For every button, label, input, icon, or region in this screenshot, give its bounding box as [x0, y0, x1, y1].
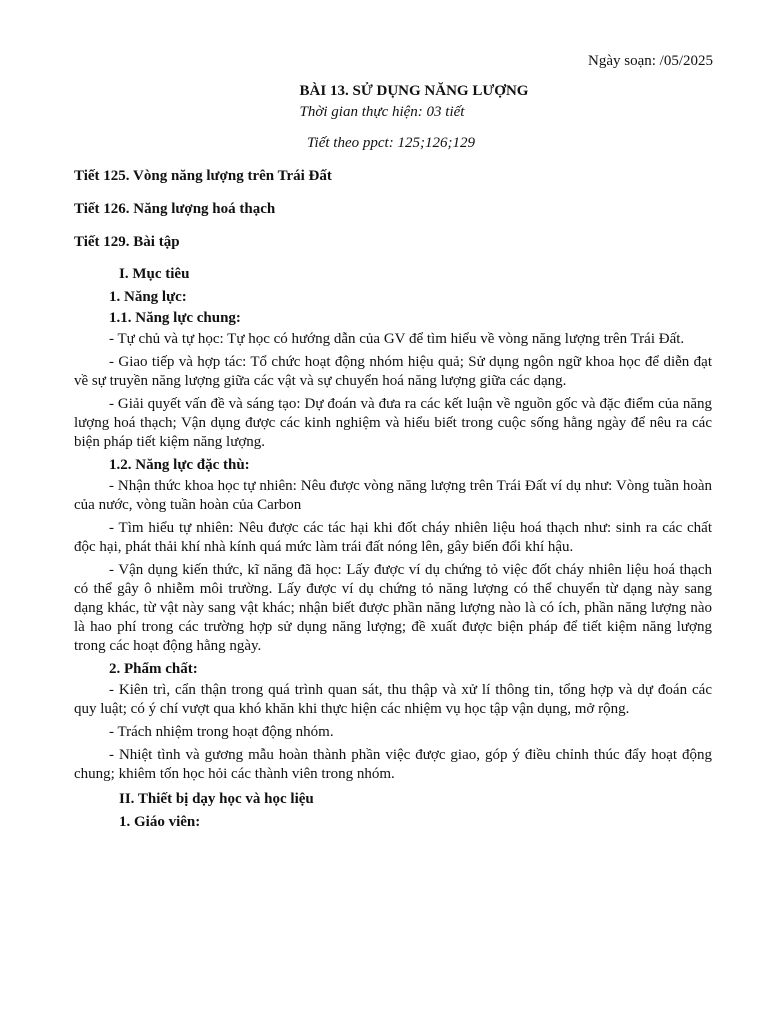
lesson-body: [74, 265, 712, 836]
general-item: - Tự chủ và tự học: Tự học có hướng dẫn của GV để tìm hiểu về vòng năng lượng trên Trái Đất.: [109, 331, 685, 347]
qualities-item: - Kiên trì, cẩn thận trong quá trình quan sát, thu thập và xử lí thông tin, tổng hợp và dự đoán các quy luật; có ý chí vượt qua khó khăn khi thực hiện các nhiệm vụ học tập vận dụng, mở rộng.: [74, 682, 712, 717]
lesson-title: BÀI 13. SỬ DỤNG NĂNG LƯỢNG: [299, 83, 529, 99]
specific-competence-heading: 1.2. Năng lực đặc thù:: [109, 457, 250, 473]
prep-date: Ngày soạn: /05/2025: [588, 53, 713, 69]
specific-item: - Nhận thức khoa học tự nhiên: Nêu được vòng năng lượng trên Trái Đất ví dụ như: Vòng tuần hoàn của nước, vòng tuần hoàn của Carbon: [74, 478, 712, 513]
general-item: - Giao tiếp và hợp tác: Tổ chức hoạt động nhóm hiệu quả; Sử dụng ngôn ngữ khoa học để diễn đạt về sự truyền năng lượng giữa các vật và sự chuyển hoá năng lượng giữa các dạng.: [74, 354, 712, 389]
qualities-item: - Nhiệt tình và gương mẫu hoàn thành phần việc được giao, góp ý điều chỉnh thúc đẩy hoạt động chung; khiêm tốn học hỏi các thành viên trong nhóm.: [74, 747, 712, 782]
period-125: Tiết 125. Vòng năng lượng trên Trái Đất: [74, 168, 332, 184]
period-126: Tiết 126. Năng lượng hoá thạch: [74, 201, 276, 217]
specific-item: - Tìm hiểu tự nhiên: Nêu được các tác hại khi đốt cháy nhiên liệu hoá thạch như: sinh ra các chất độc hại, phát thải khí nhà kính quá mức làm trái đất nóng lên, gây biến đổi khí hậu.: [74, 520, 712, 555]
qualities-heading: 2. Phẩm chất:: [109, 661, 198, 677]
implementation-time: Thời gian thực hiện: 03 tiết: [299, 104, 465, 120]
general-competence-heading: 1.1. Năng lực chung:: [109, 310, 241, 326]
general-item: - Giải quyết vấn đề và sáng tạo: Dự đoán và đưa ra các kết luận về nguồn gốc và đặc điểm của năng lượng hoá thạch; Vận dụng được các kinh nghiệm và hiểu biết trong cuộc sống hằng ngày để nêu ra các biện pháp tiết kiệm năng lượng.: [74, 396, 712, 450]
qualities-item: - Trách nhiệm trong hoạt động nhóm.: [109, 724, 334, 740]
section-equipment: II. Thiết bị dạy học và học liệu: [119, 791, 314, 807]
specific-item: - Vận dụng kiến thức, kĩ năng đã học: Lấy được ví dụ chứng tỏ việc đốt cháy nhiên liệu hoá thạch có thể gây ô nhiễm môi trường. Lấy được ví dụ chứng tỏ năng lượng có thể chuyển từ dạng này sang dạng khác, từ vật này sang vật khác; nhận biết được phần năng lượng nào là có ích, phần năng lượng nào là hao phí trong các trường hợp sử dụng năng lượng; đề xuất được biện pháp để tiết kiệm năng lượng trong các hoạt động hằng ngày.: [74, 562, 712, 654]
section-objectives: I. Mục tiêu: [119, 266, 190, 282]
teacher-heading: 1. Giáo viên:: [119, 814, 201, 830]
ppct-periods: Tiết theo ppct: 125;126;129: [307, 135, 475, 151]
section-competence: 1. Năng lực:: [109, 289, 187, 305]
period-129: Tiết 129. Bài tập: [74, 234, 180, 250]
